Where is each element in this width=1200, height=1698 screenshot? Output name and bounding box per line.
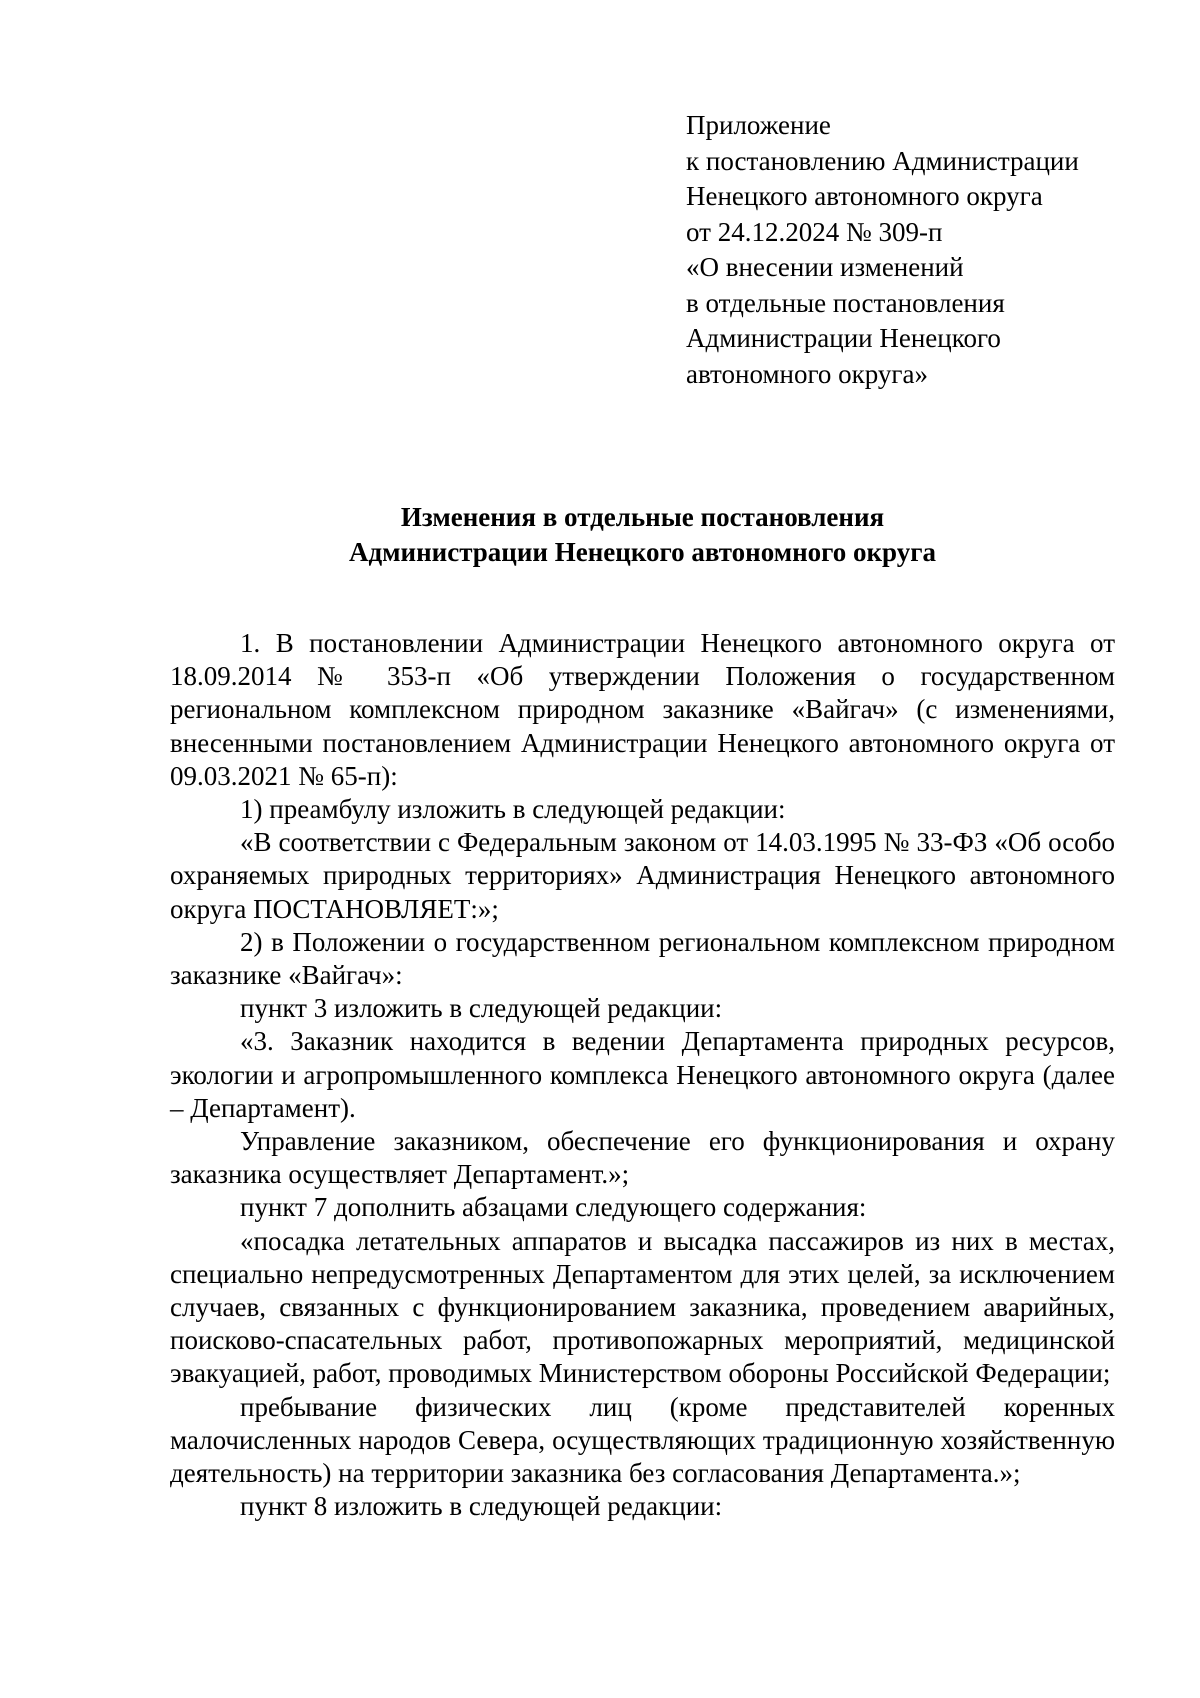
paragraph: 1) преамбулу изложить в следующей редакции:	[240, 794, 786, 825]
paragraph: «посадка летательных аппаратов и высадка пассажиров из них в местах, специально непредусмотренных Департаментом для этих целей, за исключением случаев, связанных с функционированием заказника, проведением аварийных, поисково-спасательных работ, противопожарных мероприятий, медицинской эвакуацией, работ, проводимых Министерством обороны Российской Федерации;	[170, 1225, 1115, 1389]
paragraph: 2) в Положении о государственном региональном комплексном природном заказнике «Вайгач»:	[170, 926, 1115, 991]
paragraph: пункт 7 дополнить абзацами следующего содержания:	[240, 1192, 867, 1223]
paragraph: 1. В постановлении Администрации Ненецкого автономного округа от 18.09.2014 № 353-п «Об утверждении Положения о государственном региональном комплексном природном заказнике «Вайгач» (с изменениями, внесенными постановлением Администрации Ненецкого автономного округа от 09.03.2021 № 65-п):	[170, 628, 1115, 791]
appendix-line: Приложение	[686, 110, 831, 140]
appendix-line: от 24.12.2024 № 309-п	[686, 216, 943, 247]
document-title	[170, 500, 1115, 570]
title-line-2: Администрации Ненецкого автономного округа	[349, 537, 936, 567]
appendix-line: к постановлению Администрации	[686, 145, 1079, 176]
appendix-line: в отдельные постановления	[686, 287, 1005, 318]
paragraph: «В соответствии с Федеральным законом от 14.03.1995 № 33-ФЗ «Об особо охраняемых природных территориях» Администрация Ненецкого автономного округа ПОСТАНОВЛЯЕТ:»;	[170, 827, 1115, 924]
document-body	[170, 627, 1115, 1523]
appendix-header	[686, 108, 1166, 392]
appendix-line: автономного округа»	[686, 358, 928, 389]
appendix-line: «О внесении изменений	[686, 252, 964, 282]
paragraph: пункт 3 изложить в следующей редакции:	[240, 993, 723, 1024]
title-line-1: Изменения в отдельные постановления	[400, 502, 885, 532]
paragraph: Управление заказником, обеспечение его функционирования и охрану заказника осуществляет Департамент.»;	[170, 1126, 1115, 1190]
appendix-line: Ненецкого автономного округа	[686, 181, 1043, 211]
paragraph: пункт 8 изложить в следующей редакции:	[240, 1491, 723, 1522]
appendix-line: Администрации Ненецкого	[686, 323, 1001, 353]
paragraph: «3. Заказник находится в ведении Департамента природных ресурсов, экологии и агропромышленного комплекса Ненецкого автономного округа (далее – Департамент).	[170, 1026, 1115, 1123]
paragraph: пребывание физических лиц (кроме представителей коренных малочисленных народов Севера, осуществляющих традиционную хозяйственную деятельность) на территории заказника без согласования Департамента.»;	[170, 1391, 1115, 1489]
